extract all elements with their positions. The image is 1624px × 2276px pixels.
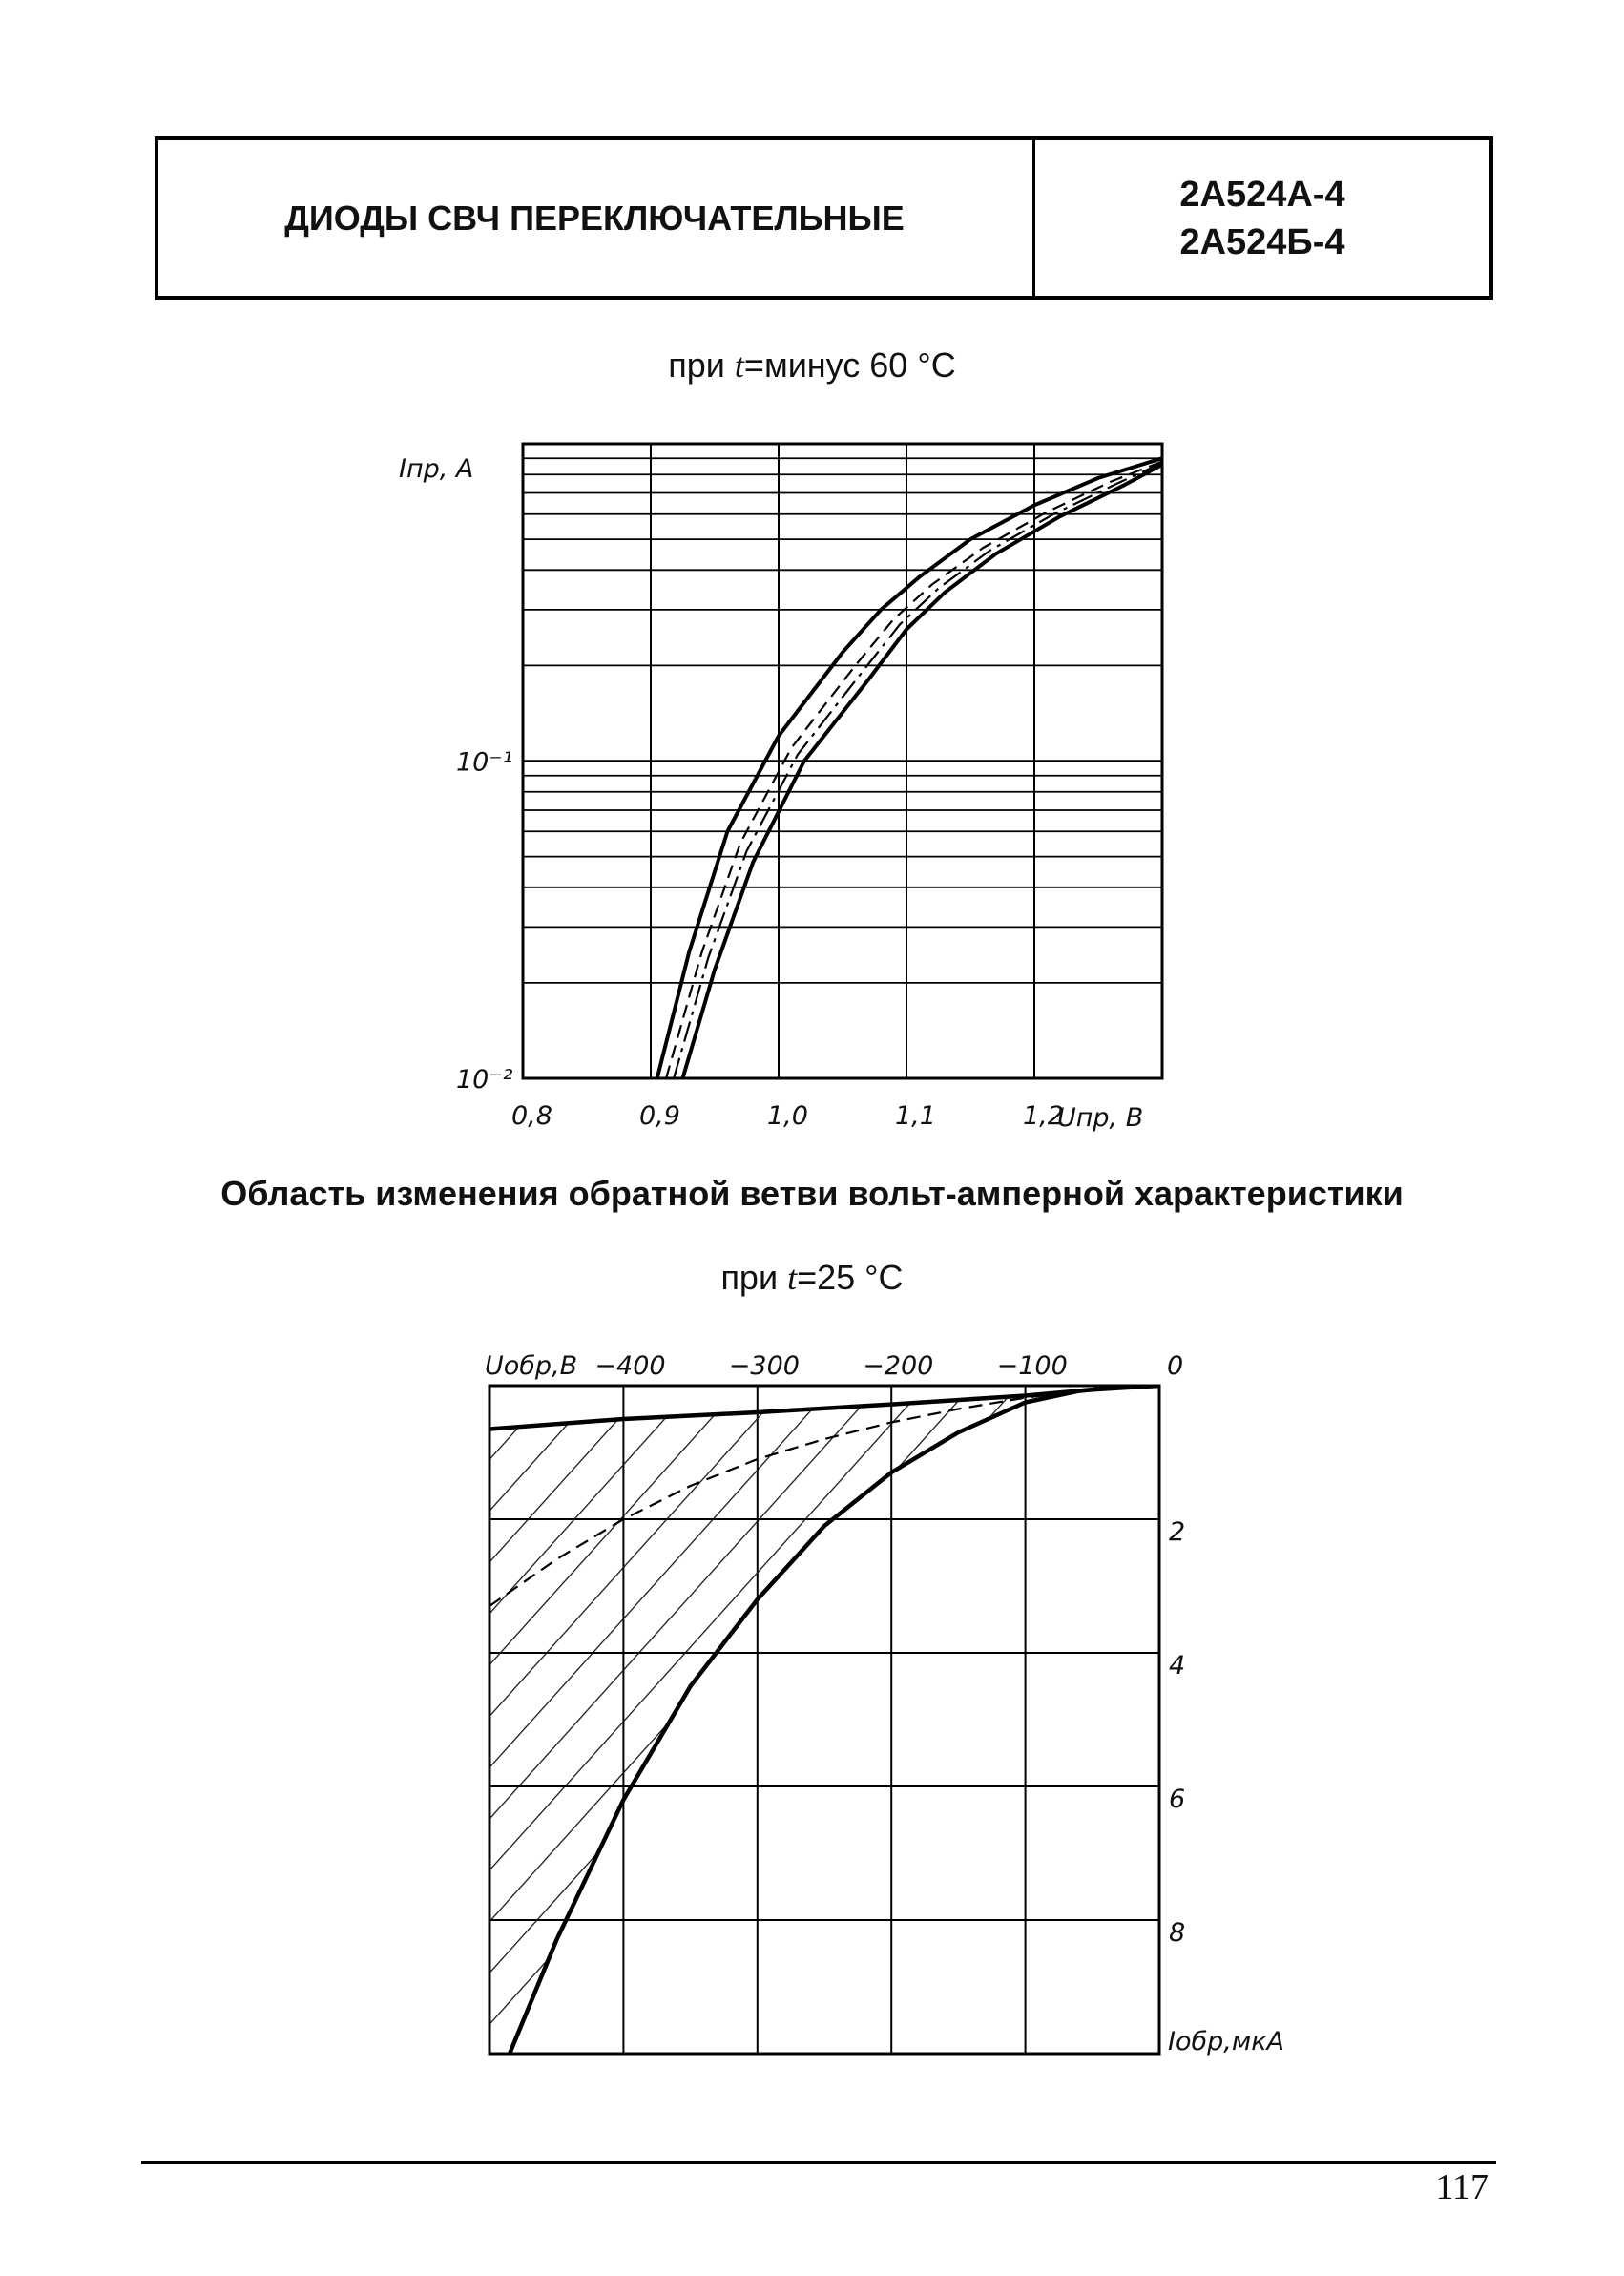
chart2-y-tick-label: 8 bbox=[1169, 1918, 1186, 1948]
chart2-x-tick-label: −200 bbox=[863, 1351, 934, 1381]
caption-top-suffix: =минус 60 °С bbox=[743, 345, 956, 385]
reverse-iv-chart bbox=[485, 1351, 1284, 2057]
chart1-y-tick-label: 10⁻¹ bbox=[456, 747, 513, 778]
chart2-y-tick-label: 6 bbox=[1169, 1785, 1186, 1814]
caption-top-prefix: при bbox=[668, 345, 735, 385]
chart1-series-line-3 bbox=[674, 463, 1162, 1078]
chart1-x-tick-label: 0,9 bbox=[639, 1101, 680, 1131]
chart1-series-line-2 bbox=[666, 462, 1162, 1079]
chart2-x-tick-label: −300 bbox=[728, 1351, 800, 1381]
device-code-b: 2А524Б-4 bbox=[1179, 221, 1345, 262]
chart1-ticks bbox=[456, 748, 1064, 1132]
chart2-x-label: Uобр,В bbox=[485, 1351, 578, 1381]
chart1-x-tick-label: 1,1 bbox=[895, 1101, 936, 1131]
chart1-x-label: Uпр, В bbox=[1057, 1103, 1144, 1133]
chart2-x-tick-label: 0 bbox=[1167, 1351, 1184, 1381]
page-number: 117 bbox=[1435, 2167, 1489, 2207]
chart1-series-group bbox=[657, 458, 1162, 1078]
section-title: Область изменения обратной ветви вольт-амперной характеристики bbox=[220, 1174, 1404, 1213]
chart2-y-tick-label: 2 bbox=[1169, 1517, 1186, 1547]
chart1-x-tick-label: 0,8 bbox=[511, 1101, 552, 1131]
chart2-hatched-region bbox=[489, 1386, 1159, 2054]
forward-iv-chart bbox=[399, 444, 1162, 1133]
chart1-y-tick-label: 10⁻² bbox=[456, 1065, 513, 1095]
chart2-x-tick-label: −400 bbox=[594, 1351, 666, 1381]
chart1-x-tick-label: 1,2 bbox=[1023, 1101, 1064, 1131]
caption-bottom-var: t bbox=[787, 1259, 798, 1297]
header-title: ДИОДЫ СВЧ ПЕРЕКЛЮЧАТЕЛЬНЫЕ bbox=[284, 198, 905, 238]
chart2-y-label: Iобр,мкА bbox=[1168, 2027, 1285, 2057]
chart1-series-line-1 bbox=[657, 458, 1162, 1078]
chart1-y-label: Iпр, А bbox=[399, 454, 474, 484]
caption-bottom-prefix: при bbox=[720, 1258, 788, 1297]
caption-bottom-suffix: =25 °С bbox=[797, 1258, 904, 1297]
chart1-series-line-4 bbox=[683, 465, 1163, 1078]
device-code-a: 2А524А-4 bbox=[1179, 174, 1345, 215]
footer-rule bbox=[141, 2161, 1496, 2164]
chart2-y-tick-label: 4 bbox=[1169, 1651, 1186, 1681]
chart1-x-tick-label: 1,0 bbox=[767, 1101, 808, 1131]
chart2-x-tick-label: −100 bbox=[996, 1351, 1068, 1381]
chart1-grid bbox=[523, 444, 1162, 1078]
caption-top-var: t bbox=[734, 346, 744, 385]
